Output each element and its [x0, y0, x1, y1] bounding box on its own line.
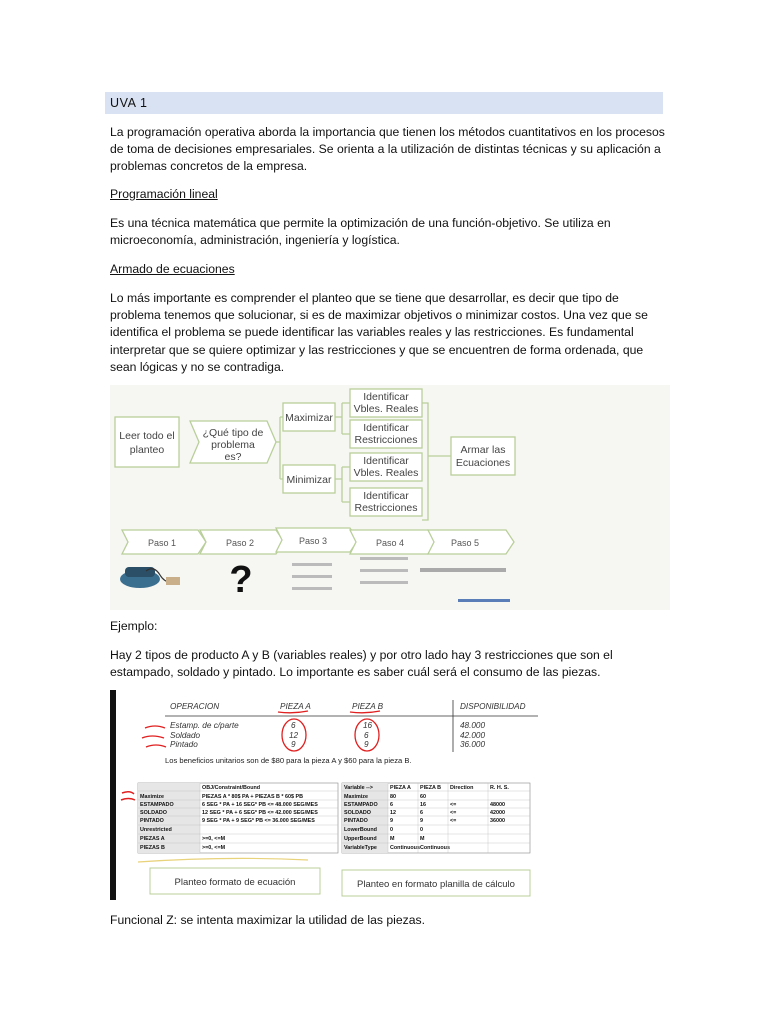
sheet-cell: M: [420, 836, 425, 842]
ops-header-pieza-a: PIEZA A: [280, 702, 311, 711]
flow-vbles2-line1: Identificar: [363, 455, 409, 467]
flow-vbles2-line2: Vbles. Reales: [353, 467, 419, 479]
eq-cell: 12 SEG * PA + 6 SEG* PB <= 42.000 SEG/MES: [202, 810, 318, 816]
ops-cell: 48.000: [460, 721, 486, 730]
armado-paragraph: Lo más importante es comprender el planteo que se tiene que desarrollar, es decir que tipo de problema tenemos que solucionar, si es de maximizar objetivos o minimizar costos. Una vez que se identifica el problema se puede identificar las variables reales y las restricciones. Es fundamental interpretar que se quiere optimizar y las restricciones y que se encuentren de forma ordenada, que sean lógicas y no se contradiga.: [110, 291, 648, 374]
sheet-cell: UpperBound: [344, 836, 377, 842]
sheet-cell: PIEZA B: [420, 785, 442, 791]
sheet-cell: 9: [390, 818, 393, 824]
flow-tipo-line3: es?: [224, 451, 242, 463]
paso-3-label: Paso 3: [298, 536, 328, 546]
sheet-cell: <=: [450, 818, 457, 824]
sheet-cell: ESTAMPADO: [344, 802, 378, 808]
eq-cell: PIEZAS B: [140, 845, 165, 851]
sheet-cell: SOLDADO: [344, 810, 371, 816]
sheet-cell: M: [390, 836, 395, 842]
sheet-cell: LowerBound: [344, 827, 377, 833]
sheet-cell: 42000: [490, 810, 505, 816]
eq-cell: PIEZAS A * 80$ PA + PIEZAS B * 60$ PB: [202, 794, 304, 800]
programacion-paragraph: Es una técnica matemática que permite la optimización de una función-objetivo. Se utiliza en microeconomía, administración, ingeniería y logística.: [110, 216, 611, 248]
eq-cell: ESTAMPADO: [140, 802, 174, 808]
flow-armar-line1: Armar las: [460, 444, 506, 456]
eq-cell: Maximize: [140, 794, 164, 800]
formula-mark: [458, 599, 510, 602]
ops-cell: Pintado: [170, 740, 198, 749]
sheet-cell: PIEZA A: [390, 785, 411, 791]
ejemplo-paragraph: Hay 2 tipos de producto A y B (variables reales) y por otro lado hay 3 restricciones que son el estampado, soldado y pintado. Lo importante es saber cuál será el consumo de las piezas.: [110, 648, 613, 680]
eq-cell: >=0, <=M: [202, 836, 226, 842]
ops-cell: 16: [363, 721, 373, 730]
sheet-cell: Continuous: [420, 845, 450, 851]
eq-cell: 6 SEG * PA + 16 SEG* PB <= 48.000 SEG/MES: [202, 802, 318, 808]
formula-mark: [360, 581, 408, 584]
section-header: UVA 1: [105, 92, 663, 114]
flow-diagram: [110, 385, 670, 610]
eq-cell: PINTADO: [140, 818, 164, 824]
sheet-cell: Continuous: [390, 845, 420, 851]
flow-minimizar-label: Minimizar: [286, 474, 332, 486]
sheet-cell: 0: [420, 827, 423, 833]
formula-mark: [292, 587, 332, 590]
eq-cell: Unrestricted: [140, 827, 172, 833]
flow-maximizar-label: Maximizar: [285, 412, 333, 424]
sheet-cell: Direction: [450, 785, 474, 791]
eq-table-header: OBJ/Constraint/Bound: [202, 785, 261, 791]
ops-header-pieza-b: PIEZA B: [352, 702, 384, 711]
flow-box-leer: [115, 417, 179, 467]
sheet-cell: <=: [450, 802, 457, 808]
formula-mark: [420, 568, 506, 572]
sheet-cell: R. H. S.: [490, 785, 509, 791]
ops-header-disponibilidad: DISPONIBILIDAD: [460, 702, 526, 711]
eq-cell: PIEZAS A: [140, 836, 165, 842]
sheet-cell: PINTADO: [344, 818, 368, 824]
eq-cell: >=0, <=M: [202, 845, 226, 851]
intro-paragraph: La programación operativa aborda la importancia que tienen los métodos cuantitativos en los procesos de toma de decisiones empresariales. Se orienta a la utilización de distintas técnicas y su aplicación a problemas concretos de la empresa.: [110, 125, 665, 174]
benefits-note: Los beneficios unitarios son de $80 para la pieza A y $60 para la pieza B.: [165, 756, 412, 765]
flow-restr2-line1: Identificar: [363, 490, 409, 502]
flow-leer-line1: Leer todo el: [119, 430, 175, 442]
sheet-cell: 80: [390, 794, 396, 800]
sheet-cell: 6: [390, 802, 393, 808]
sheet-cell: VariableType: [344, 845, 377, 851]
sheet-cell: 16: [420, 802, 426, 808]
flow-restr1-line2: Restricciones: [354, 434, 418, 446]
sheet-cell: 36000: [490, 818, 505, 824]
paso-1-label: Paso 1: [147, 538, 177, 548]
figure-left-border: [110, 690, 116, 900]
flow-restr2-line2: Restricciones: [354, 502, 418, 514]
ops-header-operacion: OPERACION: [170, 702, 220, 711]
sheet-cell: 48000: [490, 802, 505, 808]
paso-5-label: Paso 5: [450, 538, 480, 548]
ops-cell: 6: [291, 721, 296, 730]
caption-right: Planteo en formato planilla de cálculo: [357, 879, 515, 890]
ops-cell: Estamp. de c/parte: [170, 721, 239, 730]
ops-cell: 42.000: [460, 731, 486, 740]
funcional-paragraph: Funcional Z: se intenta maximizar la utilidad de las piezas.: [110, 913, 425, 927]
sheet-cell: 0: [390, 827, 393, 833]
formula-mark: [292, 563, 332, 566]
ops-cell: 12: [289, 731, 299, 740]
flow-restr1-line1: Identificar: [363, 422, 409, 434]
sheet-cell: <=: [450, 810, 457, 816]
sheet-cell: 60: [420, 794, 426, 800]
ops-cell: 9: [364, 740, 369, 749]
sheet-cell: 9: [420, 818, 423, 824]
question-mark-icon: ?: [229, 559, 253, 601]
flow-armar-line2: Ecuaciones: [455, 457, 511, 469]
flow-vbles1-line2: Vbles. Reales: [353, 403, 419, 415]
example-figure: [110, 690, 538, 900]
sheet-cell: 12: [390, 810, 396, 816]
formula-mark: [360, 557, 408, 560]
section-title-programacion: Programación lineal: [110, 187, 218, 201]
ops-cell: Soldado: [170, 731, 201, 740]
sheet-cell: Variable -->: [344, 785, 373, 791]
paso-2-label: Paso 2: [225, 538, 255, 548]
ops-cell: 9: [291, 740, 296, 749]
flow-vbles1-line1: Identificar: [363, 391, 409, 403]
sheet-cell: Maximize: [344, 794, 368, 800]
section-title-armado: Armado de ecuaciones: [110, 262, 235, 276]
flow-leer-line2: planteo: [129, 444, 165, 456]
eq-cell: 9 SEG * PA + 9 SEG* PB <= 36.000 SEG/MES: [202, 818, 315, 824]
flow-box-armar: [451, 437, 515, 475]
flow-tipo-line2: problema: [211, 439, 255, 451]
formula-mark: [360, 569, 408, 572]
sheet-cell: 6: [420, 810, 423, 816]
eq-cell: SOLDADO: [140, 810, 167, 816]
ops-cell: 36.000: [460, 740, 486, 749]
flow-tipo-line1: ¿Qué tipo de: [202, 427, 264, 439]
ejemplo-label: Ejemplo:: [110, 619, 158, 633]
paso-4-label: Paso 4: [375, 538, 405, 548]
ops-cell: 6: [364, 731, 369, 740]
formula-mark: [292, 575, 332, 578]
caption-left: Planteo formato de ecuación: [174, 877, 296, 888]
